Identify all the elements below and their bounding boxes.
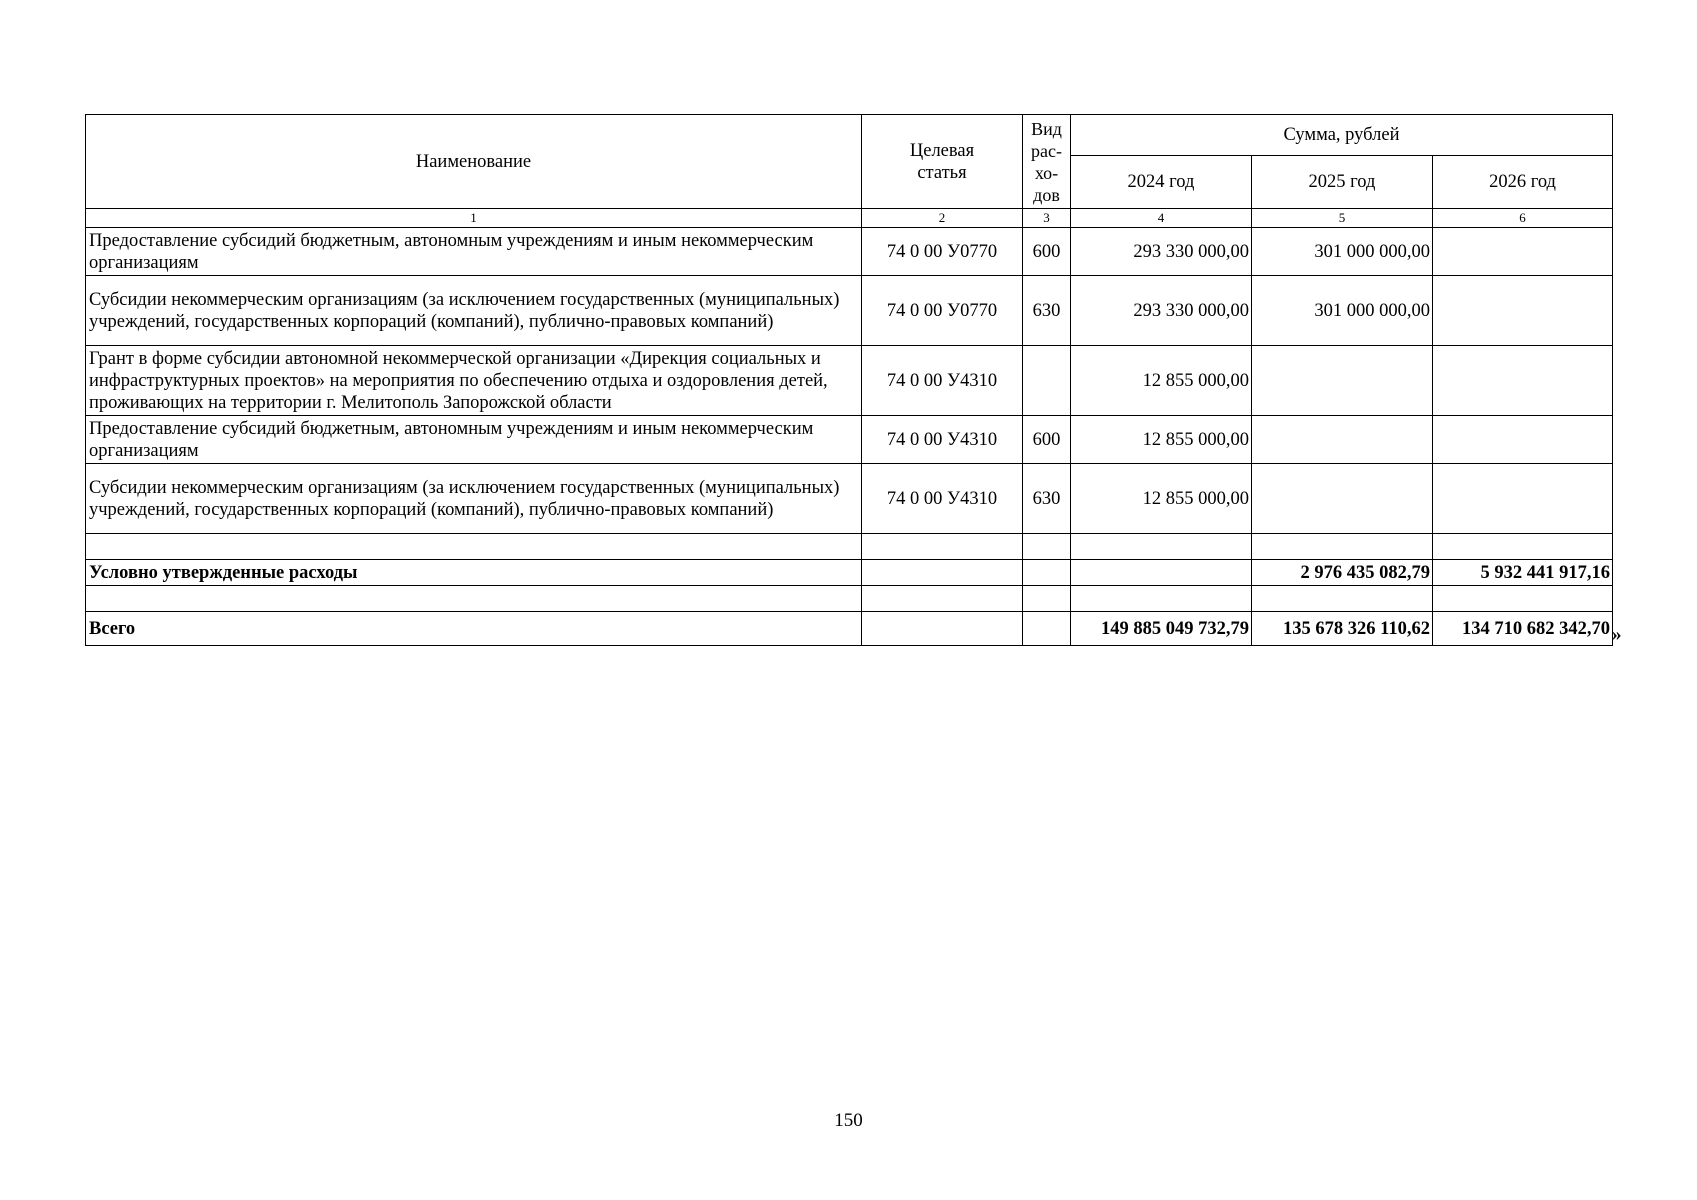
empty-cell: [862, 560, 1023, 586]
row-amount-2024: 12 855 000,00: [1071, 346, 1252, 416]
closing-quote-mark: »: [1612, 624, 1622, 645]
conditional-expenses-label: Условно утвержденные расходы: [86, 560, 862, 586]
row-name: Предоставление субсидий бюджетным, автономным учреждениям и иным некоммерческим организациям: [86, 228, 862, 276]
table-row: [86, 464, 1613, 534]
table-row: [86, 228, 1613, 276]
empty-cell: [862, 612, 1023, 646]
row-name: Субсидии некоммерческим организациям (за исключением государственных (муниципальных) учреждений, государственных корпораций (компаний), публично-правовых компаний): [86, 464, 862, 534]
row-amount-2025: 301 000 000,00: [1252, 276, 1433, 346]
empty-cell: [1252, 586, 1433, 612]
row-amount-2025: [1252, 464, 1433, 534]
header-expense-type: [1023, 115, 1071, 209]
row-name: Грант в форме субсидии автономной некоммерческой организации «Дирекция социальных и инфраструктурных проектов» на мероприятия по обеспечению отдыха и оздоровления детей, проживающих на территории г. Мелитополь Запорожской области: [86, 346, 862, 416]
row-name: Предоставление субсидий бюджетным, автономным учреждениям и иным некоммерческим организациям: [86, 416, 862, 464]
row-amount-2026: [1433, 464, 1613, 534]
page-number: 150: [834, 1110, 863, 1131]
row-amount-2024: 293 330 000,00: [1071, 228, 1252, 276]
empty-cell: [1071, 586, 1252, 612]
row-amount-2026: [1433, 346, 1613, 416]
header-row-top: [86, 115, 1613, 156]
column-index: 3: [1023, 209, 1071, 228]
row-name: Субсидии некоммерческим организациям (за исключением государственных (муниципальных) учреждений, государственных корпораций (компаний), публично-правовых компаний): [86, 276, 862, 346]
row-amount-2025: [1252, 346, 1433, 416]
row-amount-2024: 293 330 000,00: [1071, 276, 1252, 346]
empty-cell: [1071, 534, 1252, 560]
empty-cell: [1252, 534, 1433, 560]
table-row: [86, 276, 1613, 346]
row-amount-2024: 12 855 000,00: [1071, 416, 1252, 464]
empty-cell: [1023, 612, 1071, 646]
row-amount-2026: [1433, 228, 1613, 276]
header-year-2024: 2024 год: [1071, 156, 1252, 209]
row-expense-type: 600: [1023, 228, 1071, 276]
empty-cell: [86, 586, 862, 612]
row-amount-2026: [1433, 276, 1613, 346]
total-amount-2026: 134 710 682 342,70: [1433, 612, 1613, 646]
header-year-2025: 2025 год: [1252, 156, 1433, 209]
empty-cell: [86, 534, 862, 560]
column-index: 5: [1252, 209, 1433, 228]
row-target-code: 74 0 00 У4310: [862, 346, 1023, 416]
row-expense-type: 630: [1023, 464, 1071, 534]
column-index: 2: [862, 209, 1023, 228]
table-row: [86, 416, 1613, 464]
empty-cell: [862, 534, 1023, 560]
header-vid-line-2: рас-: [1031, 140, 1062, 161]
conditional-amount-2024: [1071, 560, 1252, 586]
header-target-article: [862, 115, 1023, 209]
header-sum: Сумма, рублей: [1071, 115, 1613, 156]
row-expense-type: 600: [1023, 416, 1071, 464]
row-amount-2026: [1433, 416, 1613, 464]
empty-cell: [862, 586, 1023, 612]
row-amount-2025: [1252, 416, 1433, 464]
empty-cell: [1433, 586, 1613, 612]
budget-table: [85, 114, 1613, 646]
row-target-code: 74 0 00 У4310: [862, 416, 1023, 464]
column-index: 4: [1071, 209, 1252, 228]
total-row: [86, 612, 1613, 646]
empty-cell: [1023, 586, 1071, 612]
table-row: [86, 346, 1613, 416]
conditional-amount-2025: 2 976 435 082,79: [1252, 560, 1433, 586]
row-expense-type: 630: [1023, 276, 1071, 346]
row-amount-2025: 301 000 000,00: [1252, 228, 1433, 276]
total-amount-2024: 149 885 049 732,79: [1071, 612, 1252, 646]
total-label: Всего: [86, 612, 862, 646]
column-index: 6: [1433, 209, 1613, 228]
spacer-row: [86, 534, 1613, 560]
header-name: Наименование: [86, 115, 862, 209]
header-year-2026: 2026 год: [1433, 156, 1613, 209]
conditional-amount-2026: 5 932 441 917,16: [1433, 560, 1613, 586]
column-index: 1: [86, 209, 862, 228]
total-amount-2025: 135 678 326 110,62: [1252, 612, 1433, 646]
empty-cell: [1433, 534, 1613, 560]
row-target-code: 74 0 00 У0770: [862, 228, 1023, 276]
header-vid-line-4: дов: [1033, 184, 1060, 205]
header-target-text: Целевая статья: [909, 140, 975, 183]
spacer-row: [86, 586, 1613, 612]
header-vid-line-3: хо-: [1034, 162, 1059, 183]
empty-cell: [1023, 534, 1071, 560]
row-expense-type: [1023, 346, 1071, 416]
row-amount-2024: 12 855 000,00: [1071, 464, 1252, 534]
header-vid-line-1: Вид: [1031, 118, 1062, 139]
column-index-row: [86, 209, 1613, 228]
row-target-code: 74 0 00 У4310: [862, 464, 1023, 534]
row-target-code: 74 0 00 У0770: [862, 276, 1023, 346]
conditional-expenses-row: [86, 560, 1613, 586]
empty-cell: [1023, 560, 1071, 586]
